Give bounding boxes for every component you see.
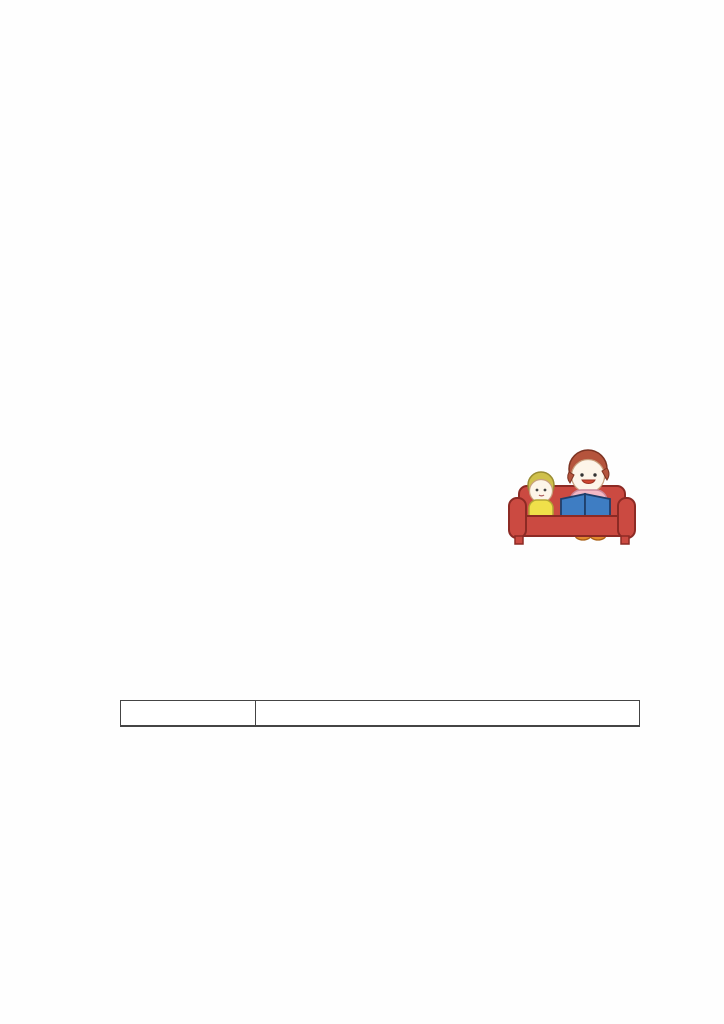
parent-child-reading-illustration [503, 446, 641, 554]
main-title [90, 96, 650, 201]
schedule-table-header [121, 701, 639, 726]
time-column-header [121, 701, 256, 725]
schedule-table [120, 700, 640, 727]
content-column-header [256, 701, 639, 725]
